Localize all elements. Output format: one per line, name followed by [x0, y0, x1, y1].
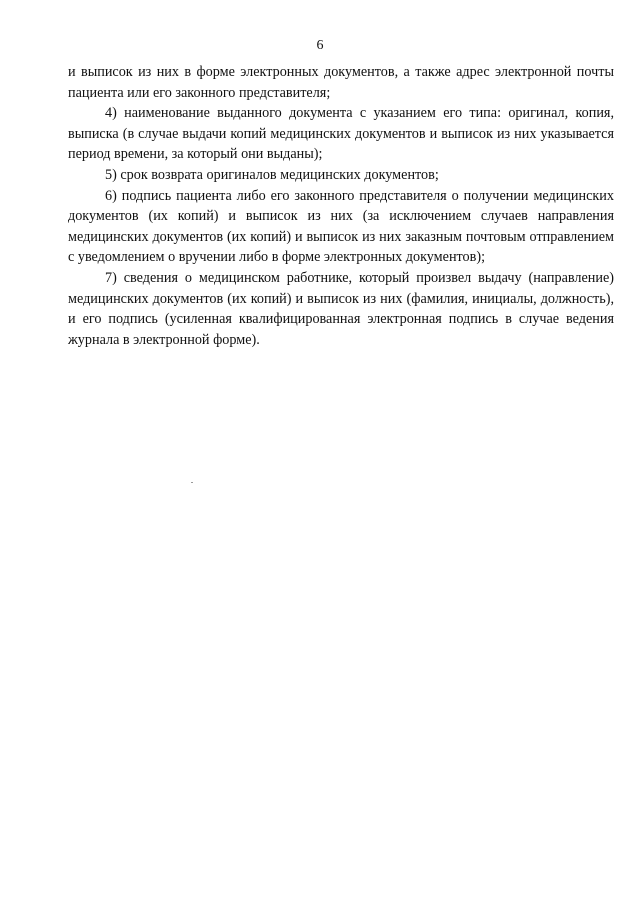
- paragraph-item-4: 4) наименование выданного документа с указанием его типа: оригинал, копия, выписка (в случае выдачи копий медицинских документов и выписок из них указывается период времени, за который они выданы);: [68, 105, 614, 163]
- document-body: [68, 62, 614, 350]
- scan-speck: [191, 482, 193, 483]
- paragraph-item-7: 7) сведения о медицинском работнике, который произвел выдачу (направление) медицинских документов (их копий) и выписок из них (фамилия, инициалы, должность), и его подпись (усиленная квалифицированная электронная подпись в случае ведения журнала в электронной форме).: [68, 269, 614, 348]
- page-number: 6: [316, 38, 324, 53]
- paragraph-item-5: 5) срок возврата оригиналов медицинских документов;: [105, 166, 439, 183]
- paragraph-continuation: и выписок из них в форме электронных документов, а также адрес электронной почты пациента или его законного представителя;: [68, 64, 614, 101]
- paragraph-item-6: 6) подпись пациента либо его законного представителя о получении медицинских документов (их копий) и выписок из них (за исключением случаев направления медицинских документов (их копий) и выписок из них заказным почтовым отправлением с уведомлением о вручении либо в форме электронных документов);: [68, 187, 614, 266]
